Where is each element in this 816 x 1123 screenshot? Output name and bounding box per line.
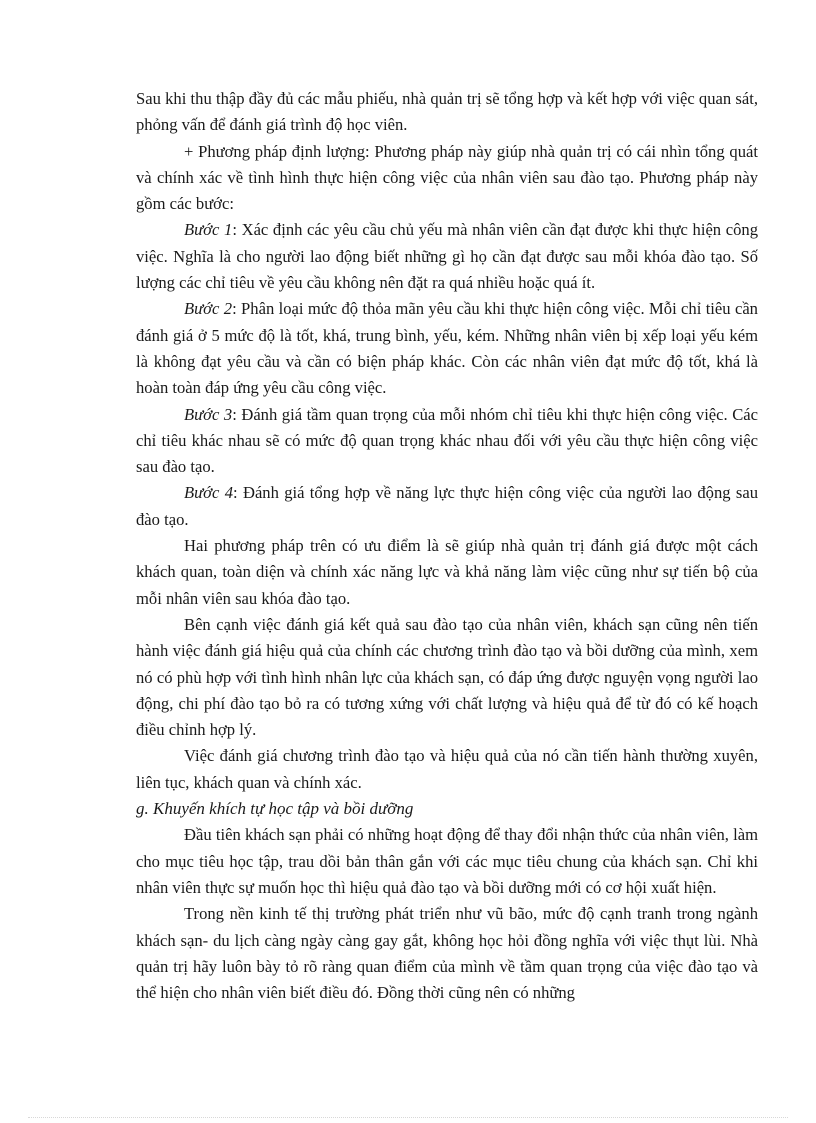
paragraph-method-advantages: Hai phương pháp trên có ưu điểm là sẽ giúp nhà quản trị đánh giá được một cách khách quan, toàn diện và chính xác năng lực và khả năng làm việc cũng như sự tiến bộ của mỗi nhân viên sau khóa đào tạo. <box>136 536 758 608</box>
paragraph-market-competition: Trong nền kinh tế thị trường phát triển như vũ bão, mức độ cạnh tranh trong ngành khách sạn- du lịch càng ngày càng gay gắt, không học hỏi đồng nghĩa với việc thụt lùi. Nhà quản trị hãy luôn bày tỏ rõ ràng quan điểm của mình về tầm quan trọng của việc đào tạo và thể hiện cho nhân viên biết điều đó. Đồng thời cũng nên có những <box>136 904 758 1003</box>
paragraph-step-4 <box>136 480 758 533</box>
step-3-text: : Đánh giá tầm quan trọng của mỗi nhóm chỉ tiêu khi thực hiện công việc. Các chỉ tiêu khác nhau sẽ có mức độ quan trọng khác nhau đối với yêu cầu thực hiện công việc sau đào tạo. <box>136 404 758 477</box>
step-2-label: Bước 2 <box>184 299 233 319</box>
paragraph-step-2 <box>136 296 758 401</box>
page-bottom-divider <box>28 1117 788 1118</box>
step-2-text: : Phân loại mức độ thỏa mãn yêu cầu khi thực hiện công việc. Mỗi chỉ tiêu cần đánh giá ở 5 mức độ là tốt, khá, trung bình, yếu, kém. Những nhân viên bị xếp loại yếu kém là không đạt yêu cầu và cần có biện pháp khác. Còn các nhân viên đạt mức độ tốt, khá là hoàn toàn đáp ứng yêu cầu công việc. <box>136 299 758 398</box>
paragraph-awareness: Đầu tiên khách sạn phải có những hoạt động để thay đổi nhận thức của nhân viên, làm cho mục tiêu học tập, trau dồi bản thân gắn với các mục tiêu chung của khách sạn. Chỉ khi nhân viên thực sự muốn học thì hiệu quả đào tạo và bồi dưỡng mới có cơ hội xuất hiện. <box>136 825 758 897</box>
paragraph-evaluation-frequency: Việc đánh giá chương trình đào tạo và hiệu quả của nó cần tiến hành thường xuyên, liên tục, khách quan và chính xác. <box>136 746 758 792</box>
paragraph-step-1 <box>136 217 758 296</box>
paragraph-step-3 <box>136 402 758 481</box>
paragraph-survey-summary: Sau khi thu thập đầy đủ các mẫu phiếu, nhà quản trị sẽ tổng hợp và kết hợp với việc quan sát, phỏng vấn để đánh giá trình độ học viên. <box>136 89 758 135</box>
document-page <box>136 86 758 1006</box>
section-heading-g: g. Khuyến khích tự học tập và bồi dưỡng <box>136 799 414 819</box>
paragraph-quantitative-method: + Phương pháp định lượng: Phương pháp này giúp nhà quản trị có cái nhìn tổng quát và chính xác về tình hình thực hiện công việc của nhân viên sau đào tạo. Phương pháp này gồm các bước: <box>136 141 758 214</box>
step-1-text: : Xác định các yêu cầu chủ yếu mà nhân viên cần đạt được khi thực hiện công việc. Nghĩa là cho người lao động biết những gì họ cần đạt được sau mỗi khóa đào tạo. Số lượng các chỉ tiêu về yêu cầu không nên đặt ra quá nhiều hoặc quá ít. <box>136 220 758 293</box>
step-4-text: : Đánh giá tổng hợp về năng lực thực hiện công việc của người lao động sau đào tạo. <box>136 483 759 529</box>
step-4-label: Bước 4 <box>184 483 234 503</box>
paragraph-program-evaluation: Bên cạnh việc đánh giá kết quả sau đào tạo của nhân viên, khách sạn cũng nên tiến hành việc đánh giá hiệu quả của chính các chương trình đào tạo và bồi dưỡng của mình, xem nó có phù hợp với tình hình nhân lực của khách sạn, có đáp ứng được nguyện vọng người lao động, chi phí đào tạo bỏ ra có tương xứng với chất lượng và hiệu quả để từ đó có kế hoạch điều chỉnh hợp lý. <box>136 614 758 740</box>
step-1-label: Bước 1 <box>184 220 233 240</box>
step-3-label: Bước 3 <box>184 404 233 424</box>
